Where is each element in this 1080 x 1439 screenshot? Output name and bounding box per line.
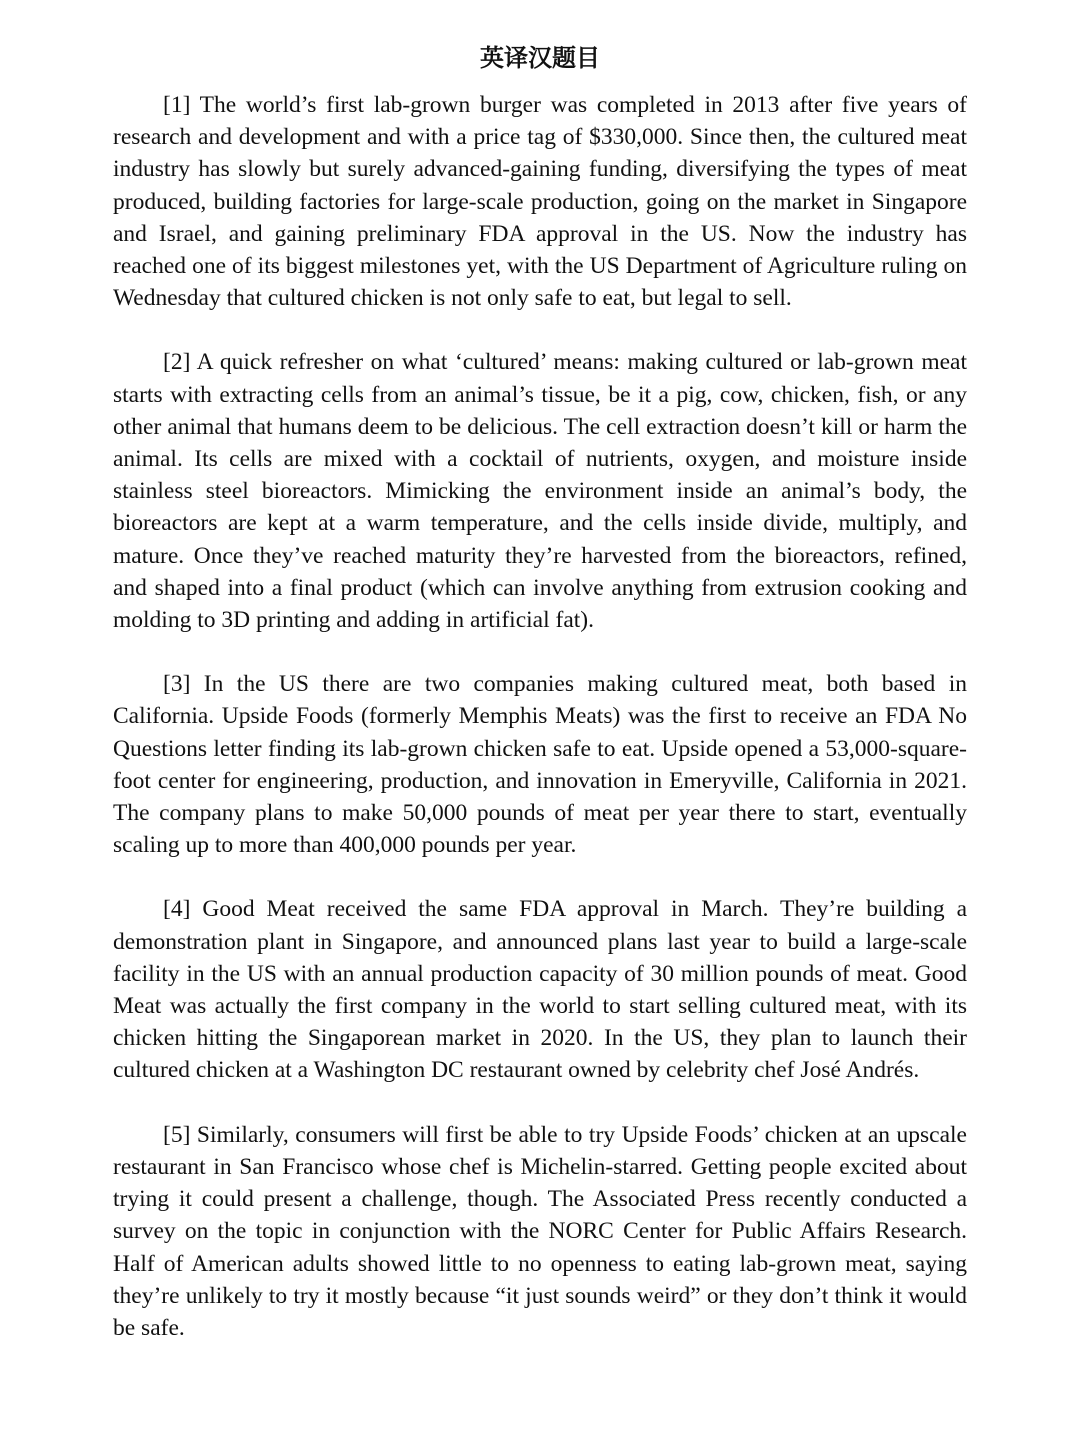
- document-title: 英译汉题目: [480, 44, 600, 72]
- paragraph-2: [2] A quick refresher on what ‘cultured’ means: making cultured or lab-grown meat starts with extracting cells from an animal’s tissue, be it a pig, cow, chicken, fish, or any other animal that humans deem to be delicious. The cell extraction doesn’t kill or harm the animal. Its cells are mixed with a cocktail of nutrients, oxygen, and moisture inside stainless steel bioreactors. Mimicking the environment inside an animal’s body, the bioreactors are kept at a warm temperature, and the cells inside divide, multiply, and mature. Once they’ve reached maturity they’re harvested from the bioreactors, refined, and shaped into a final product (which can involve anything from extrusion cooking and molding to 3D printing and adding in artificial fat).: [113, 349, 967, 634]
- paragraph-1: [1] The world’s first lab-grown burger was completed in 2013 after five years of research and development and with a price tag of $330,000. Since then, the cultured meat industry has slowly but surely advanced-gaining funding, diversifying the types of meat produced, building factories for large-scale production, going on the market in Singapore and Israel, and gaining preliminary FDA approval in the US. Now the industry has reached one of its biggest milestones yet, with the US Department of Agriculture ruling on Wednesday that cultured chicken is not only safe to eat, but legal to sell.: [113, 92, 967, 312]
- document-body: [113, 89, 967, 1376]
- paragraph-4: [4] Good Meat received the same FDA approval in March. They’re building a demonstration plant in Singapore, and announced plans last year to build a large-scale facility in the US with an annual production capacity of 30 million pounds of meat. Good Meat was actually the first company in the world to start selling cultured meat, with its chicken hitting the Singaporean market in 2020. In the US, they plan to launch their cultured chicken at a Washington DC restaurant owned by celebrity chef José Andrés.: [113, 896, 967, 1084]
- paragraph-3: [3] In the US there are two companies making cultured meat, both based in California. Upside Foods (formerly Memphis Meats) was the first to receive an FDA No Questions letter finding its lab-grown chicken safe to eat. Upside opened a 53,000-square-foot center for engineering, production, and innovation in Emeryville, California in 2021. The company plans to make 50,000 pounds of meat per year there to start, eventually scaling up to more than 400,000 pounds per year.: [113, 671, 967, 859]
- paragraph-5: [5] Similarly, consumers will first be able to try Upside Foods’ chicken at an upscale restaurant in San Francisco whose chef is Michelin-starred. Getting people excited about trying it could present a challenge, though. The Associated Press recently conducted a survey on the topic in conjunction with the NORC Center for Public Affairs Research. Half of American adults showed little to no openness to eating lab-grown meat, saying they’re unlikely to try it mostly because “it just sounds weird” or they don’t think it would be safe.: [113, 1121, 967, 1341]
